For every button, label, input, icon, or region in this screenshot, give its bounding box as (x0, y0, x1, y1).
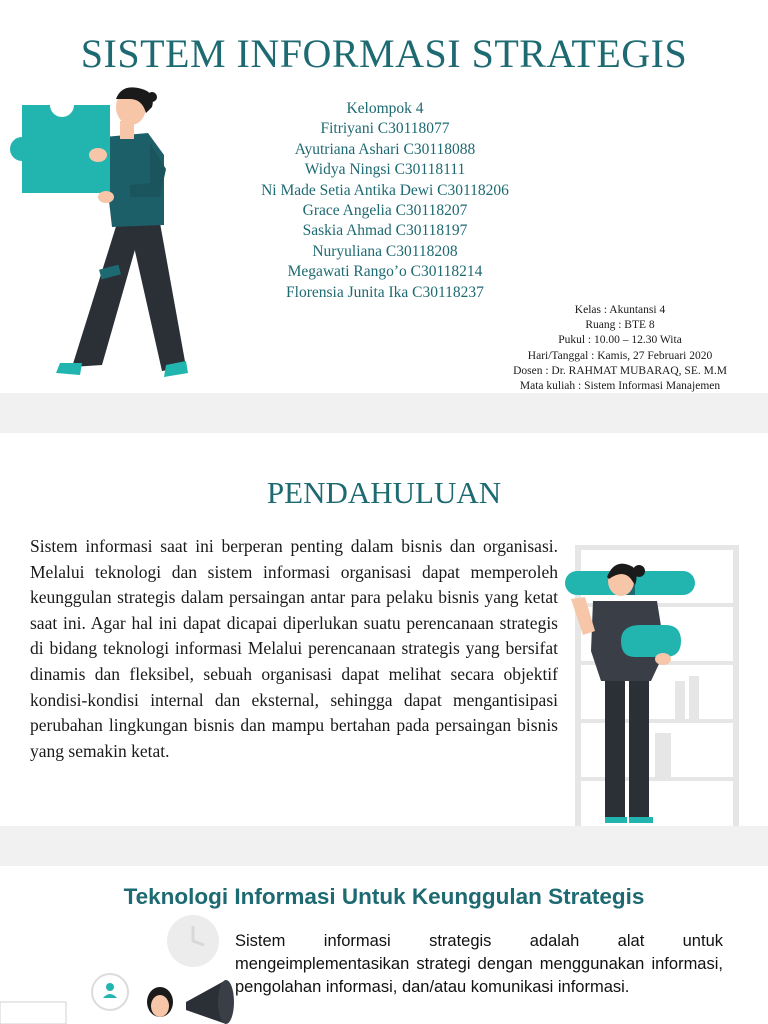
date-info: Hari/Tanggal : Kamis, 27 Februari 2020 (527, 349, 713, 362)
room-info: Ruang : BTE 8 (585, 319, 655, 332)
woman-with-pen-illustration (565, 541, 745, 826)
introduction-slide (0, 433, 768, 826)
woman-with-megaphone-illustration (0, 914, 235, 1024)
strategic-it-slide (0, 866, 768, 1024)
member-name: Ayutriana Ashari C30118088 (294, 140, 476, 158)
course-name: Mata kuliah : Sistem Informasi Manajemen (519, 380, 721, 393)
title-slide (0, 0, 768, 393)
strategic-is-definition: Sistem informasi strategis adalah alat untuk mengeimplementasikan strategi dengan menggunakan informasi, pengolahan informasi, dan/atau komunikasi informasi. (235, 932, 723, 996)
man-holding-puzzle-illustration (0, 85, 200, 385)
member-name: Ni Made Setia Antika Dewi C30118206 (261, 181, 509, 199)
member-name: Florensia Junita Ika C30118237 (286, 283, 484, 301)
lecturer-info: Dosen : Dr. RAHMAT MUBARAQ, SE. M.M (513, 364, 727, 377)
chat-bubble-icon (92, 974, 128, 1010)
member-name: Widya Ningsi C30118111 (304, 161, 466, 179)
group-member-list (200, 99, 570, 303)
time-info: Pukul : 10.00 – 12.30 Wita (558, 334, 682, 347)
member-name: Saskia Ahmad C30118197 (302, 222, 468, 240)
member-name: Nuryuliana C30118208 (312, 242, 458, 260)
presentation-title: SISTEM INFORMASI STRATEGIS (80, 31, 688, 76)
group-name: Kelompok 4 (346, 100, 424, 117)
introduction-text: Sistem informasi saat ini berperan penting dalam bisnis dan organisasi. Melalui teknologi dan sistem informasi organisasi dapat memperoleh keunggulan strategis dalam persaingan antar para pelaku bisnis yang ketat saat ini. Agar hal ini dapat dicapai diperlukan suatu perencanaan strategis di bidang teknologi informasi Melalui perencanaan strategis yang bersifat dinamis dan fleksibel, sebuah organisasi dapat melihat secara objektif kondisi-kondisi internal dan eksternal, sehingga dapat mengantisipasi perubahan lingkungan bisnis dan mampu bertahan pada persaingan bisnis yang semakin ketat. (30, 536, 558, 761)
class-info: Kelas : Akuntansi 4 (574, 304, 666, 316)
member-name: Megawati Rango’o C30118214 (287, 263, 483, 281)
course-info (470, 303, 768, 393)
section-title: Teknologi Informasi Untuk Keunggulan Strategis (123, 884, 645, 909)
section-title: PENDAHULUAN (266, 475, 502, 510)
member-name: Grace Angelia C30118207 (302, 202, 468, 220)
member-name: Fitriyani C30118077 (320, 120, 450, 138)
